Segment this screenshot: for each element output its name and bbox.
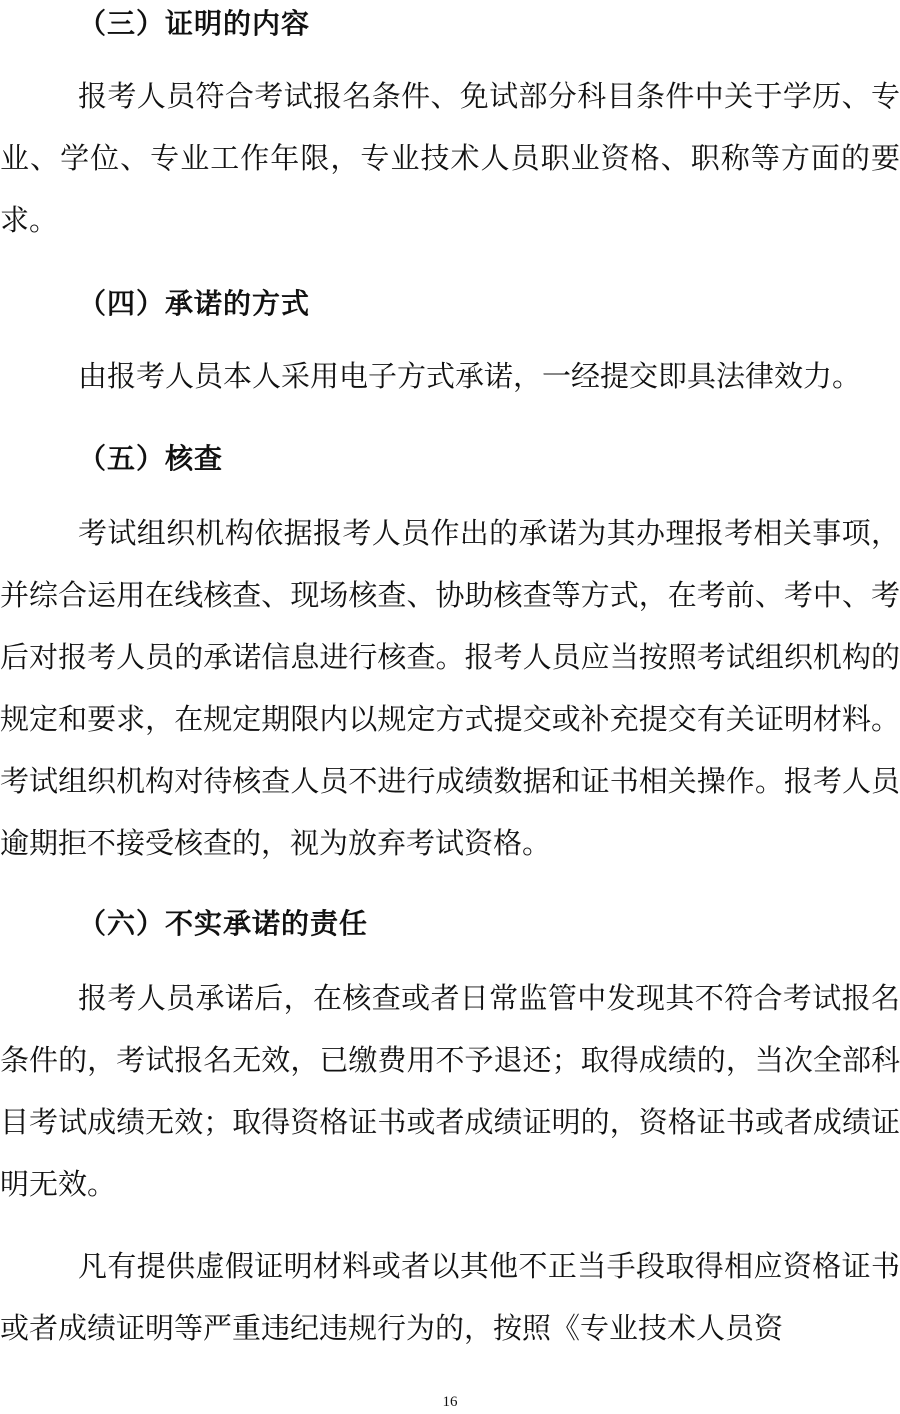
section-heading-4: （四）承诺的方式 <box>78 287 311 320</box>
section-4-paragraph: 由报考人员本人采用电子方式承诺，一经提交即具法律效力。 <box>78 359 862 393</box>
section-heading-6: （六）不实承诺的责任 <box>78 907 369 940</box>
section-heading-5: （五）核查 <box>78 442 224 475</box>
section-heading-3: （三）证明的内容 <box>78 7 311 40</box>
section-3-paragraph: 报考人员符合考试报名条件、免试部分科目条件中关于学历、专业、学位、专业工作年限，专业技术人员职业资格、职称等方面的要求。 <box>0 79 900 237</box>
page-number: 16 <box>442 1394 458 1410</box>
section-5-paragraph: 考试组织机构依据报考人员作出的承诺为其办理报考相关事项，并综合运用在线核查、现场核查、协助核查等方式，在考前、考中、考后对报考人员的承诺信息进行核查。报考人员应当按照考试组织机构的规定和要求，在规定期限内以规定方式提交或补充提交有关证明材料。考试组织机构对待核查人员不进行成绩数据和证书相关操作。报考人员逾期拒不接受核查的，视为放弃考试资格。 <box>0 516 900 860</box>
section-6-paragraph-2: 凡有提供虚假证明材料或者以其他不正当手段取得相应资格证书或者成绩证明等严重违纪违规行为的，按照《专业技术人员资 <box>0 1249 900 1345</box>
section-6-paragraph-1: 报考人员承诺后，在核查或者日常监管中发现其不符合考试报名条件的，考试报名无效，已缴费用不予退还；取得成绩的，当次全部科目考试成绩无效；取得资格证书或者成绩证明的，资格证书或者成绩证明无效。 <box>0 981 900 1201</box>
